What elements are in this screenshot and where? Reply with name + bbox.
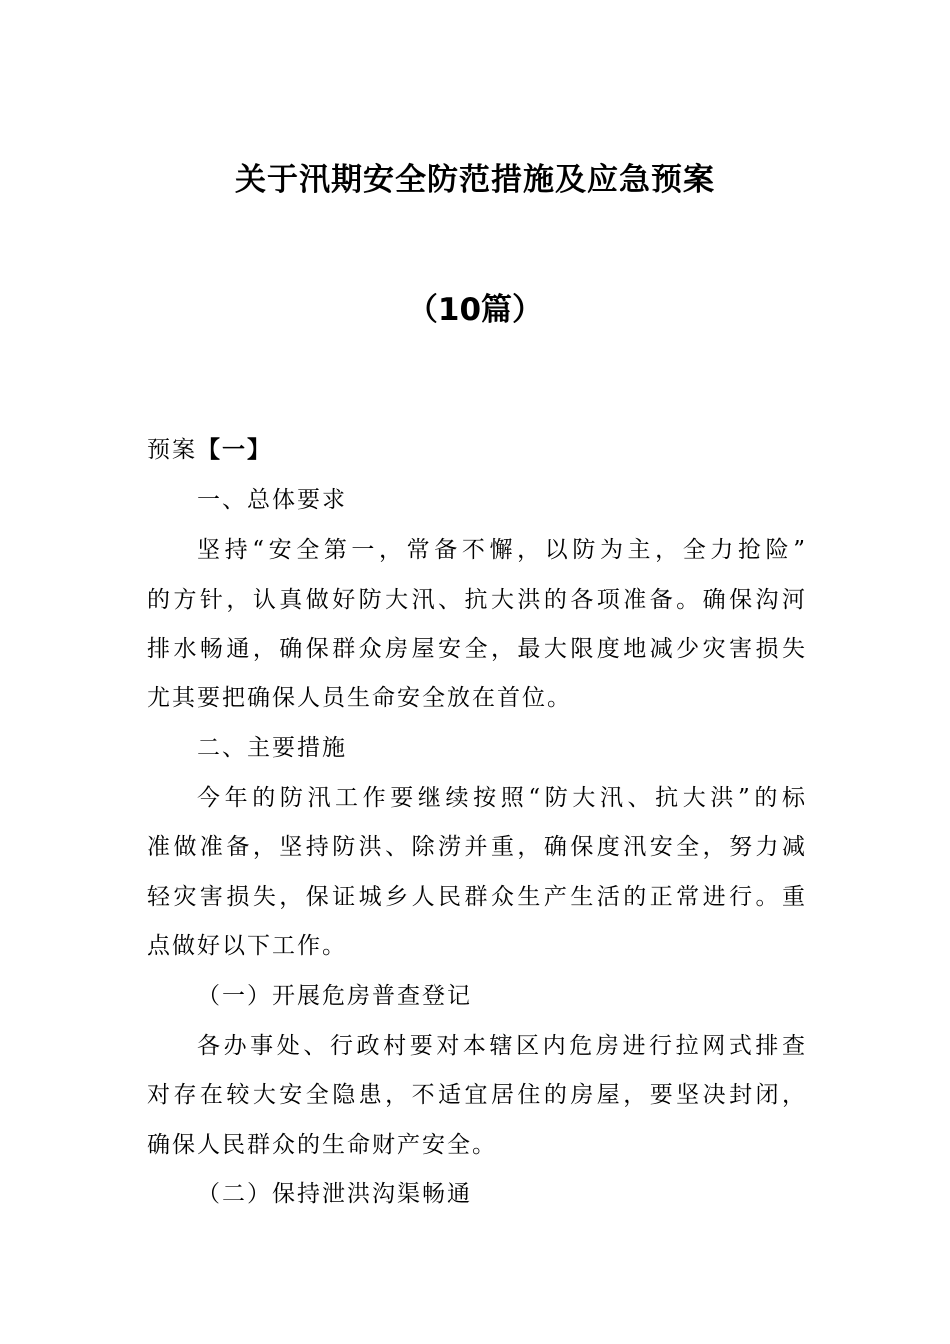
paragraph-line: 的方针，认真做好防大汛、抗大洪的各项准备。确保沟河 [147,587,807,613]
paragraph-line: 排水畅通，确保群众房屋安全，最大限度地减少灾害损失 [147,636,807,662]
subsection-heading: （一）开展危房普查登记 [197,983,472,1009]
paragraph-line: 点做好以下工作。 [147,933,347,959]
case-label-prefix: 预案 [147,437,197,463]
paragraph-line: 今年的防汛工作要继续按照“防大汛、抗大洪”的标 [197,785,807,811]
paragraph-line: 坚持“安全第一，常备不懈，以防为主，全力抢险” [197,537,807,563]
section-heading: 二、主要措施 [197,735,347,761]
paragraph-line: 各办事处、行政村要对本辖区内危房进行拉网式排查 [197,1033,807,1059]
paragraph-line: 对存在较大安全隐患，不适宜居住的房屋，要坚决封闭， [147,1082,807,1108]
case-label [147,433,807,467]
document-title: 关于汛期安全防范措施及应急预案 [235,162,715,198]
paragraph-line: 轻灾害损失，保证城乡人民群众生产生活的正常进行。重 [147,884,807,910]
paragraph-line: 尤其要把确保人员生命安全放在首位。 [147,685,572,711]
case-label-number: 【一】 [197,436,272,463]
subsection-heading: （二）保持泄洪沟渠畅通 [197,1181,472,1207]
paragraph-line: 确保人民群众的生命财产安全。 [147,1132,497,1158]
document-subtitle: （10篇） [406,292,544,328]
section-heading: 一、总体要求 [197,487,347,513]
paragraph-line: 准做准备，坚持防洪、除涝并重，确保度汛安全，努力减 [147,834,807,860]
